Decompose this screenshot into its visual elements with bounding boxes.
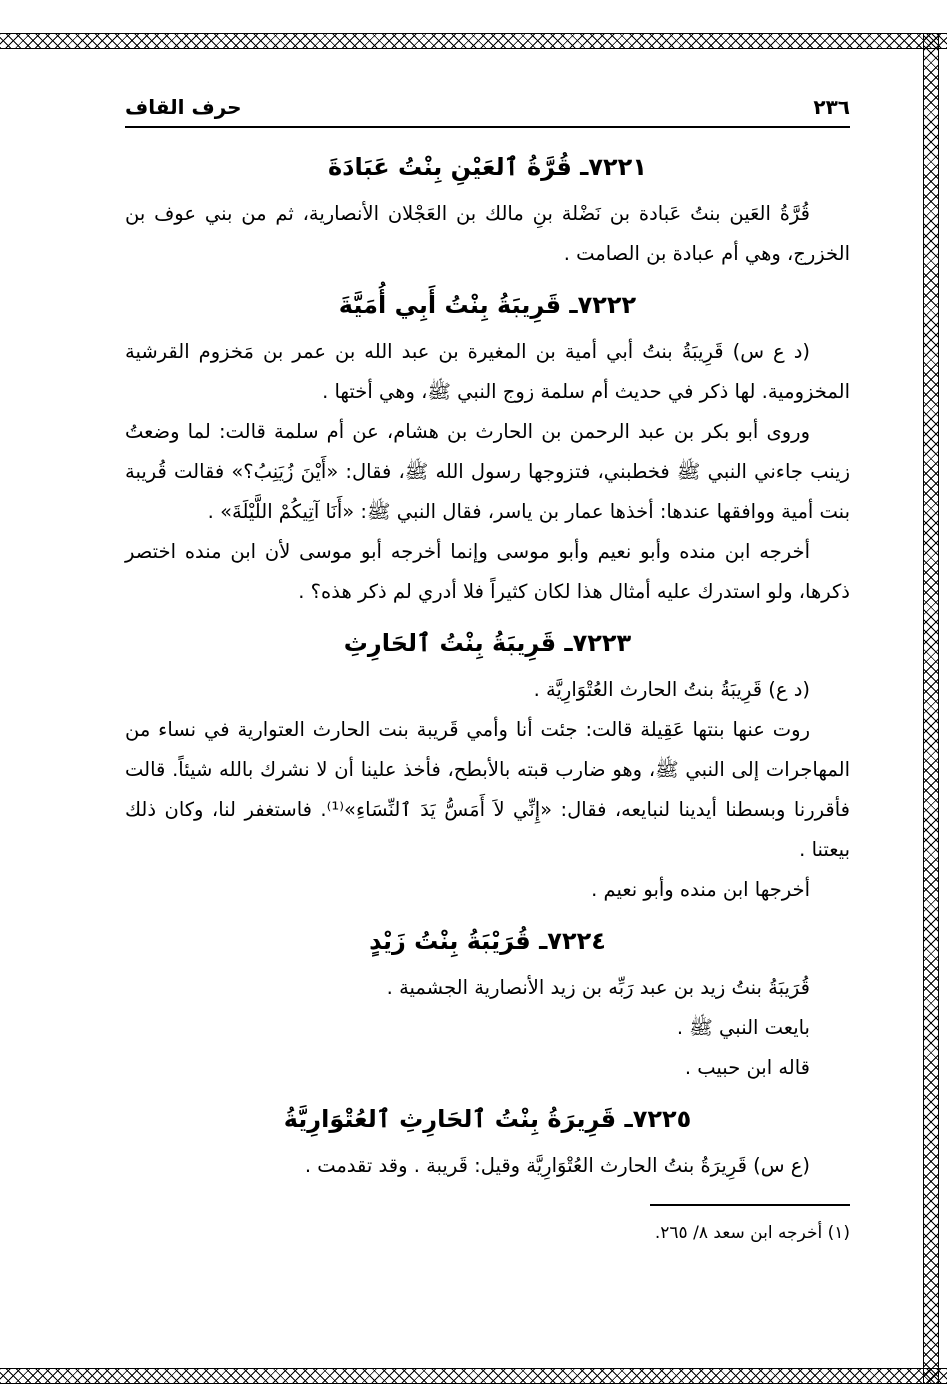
entry-paragraph: بايعت النبي ﷺ . [676, 1016, 810, 1039]
entry-title: ٧٢٢٤ـ قُرَيْبَةُ بِنْتُ زَيْدٍ [369, 927, 606, 955]
ornamental-border-right [923, 33, 939, 1383]
entry-paragraph: روت عنها بنتها عَقِيلة قالت: جئت أنا وأمي قَريبة بنت الحارث العتوارية في نساء من المهاجرات إلى النبي ﷺ، وهو ضارب قبته بالأبطح، فأخذ علينا أن لا نشرك بالله شيئاً. قالت فأقررنا وبسطنا أيدينا لنبايعه، فقال: «إِنِّي لاَ أَمَسُّ يَدَ ٱلنِّسَاءِ»⁽¹⁾. فاستغفر لنا، وكان ذلك بيعتنا . [125, 718, 850, 861]
entry-paragraph: قاله ابن حبيب . [684, 1056, 810, 1079]
entry-title: ٧٢٢٥ـ قَرِيرَةُ بِنْتُ ٱلحَارِثِ ٱلعُتْوَارِيَّةُ [283, 1105, 692, 1133]
ornamental-border-bottom [0, 1368, 947, 1384]
section-title: حرف القاف [125, 95, 242, 119]
footnote: (١) أخرجه ابن سعد ٨/ ٢٦٥. [654, 1223, 850, 1243]
entry-title: ٧٢٢٣ـ قَرِيبَةُ بِنْتُ ٱلحَارِثِ [343, 629, 632, 657]
entry-paragraph: (د ع) قَرِيبَةُ بنتُ الحارث العُتْوَارِيَّة . [533, 678, 810, 701]
footnote-divider [650, 1204, 850, 1206]
entry-paragraph: أخرجه ابن منده وأبو نعيم وأبو موسى وإنما أخرجه أبو موسى لأن ابن منده اختصر ذكرها، ولو استدرك عليه أمثال هذا لكان كثيراً فلا أدري لم ذكر هذه؟ . [125, 540, 850, 603]
ornamental-border-top [0, 33, 947, 49]
page-content [125, 88, 850, 1252]
entry-paragraph: (ع س) قَرِيرَةُ بنتُ الحارث العُتْوَارِيَّة وقيل: قَريبة . وقد تقدمت . [304, 1154, 810, 1177]
entry-paragraph: قُرَّةُ العَين بنتُ عَبادة بن نَضْلة بنِ مالك بن العَجْلان الأنصارية، ثم من بني عوف بن الخزرج، وهي أم عبادة بن الصامت . [125, 202, 850, 265]
running-header [125, 88, 850, 128]
entry-title: ٧٢٢١ـ قُرَّةُ ٱلعَيْنِ بِنْتُ عَبَادَةَ [328, 153, 647, 181]
entry-title: ٧٢٢٢ـ قَرِيبَةُ بِنْتُ أَبِي أُمَيَّةَ [338, 291, 637, 319]
entry-paragraph: (د ع س) قَرِيبَةُ بنتُ أبي أمية بن المغيرة بن عبد الله بن عمر بن مَخزوم القرشية المخزومية. لها ذكر في حديث أم سلمة زوج النبي ﷺ، وهي أختها . [125, 340, 850, 403]
entry-paragraph: أخرجها ابن منده وأبو نعيم . [591, 878, 810, 901]
page-number: ٢٣٦ [813, 95, 850, 119]
entry-paragraph: قُرَيبَةُ بنتُ زيد بن عبد رَبِّه بن زيد الأنصارية الجشمية . [386, 976, 810, 999]
entry-paragraph: وروى أبو بكر بن عبد الرحمن بن الحارث بن هشام، عن أم سلمة قالت: لما وضعتُ زينب جاءني النبي ﷺ فخطبني، فتزوجها رسول الله ﷺ، فقال: «أَيْنَ زُيَنِبُ؟» فقالت قُريبة بنت أمية ووافقها عندها: أخذها عمار بن ياسر، فقال النبي ﷺ: «أَنَا آتِيكُمْ اللَّيْلَةَ» . [125, 420, 850, 523]
